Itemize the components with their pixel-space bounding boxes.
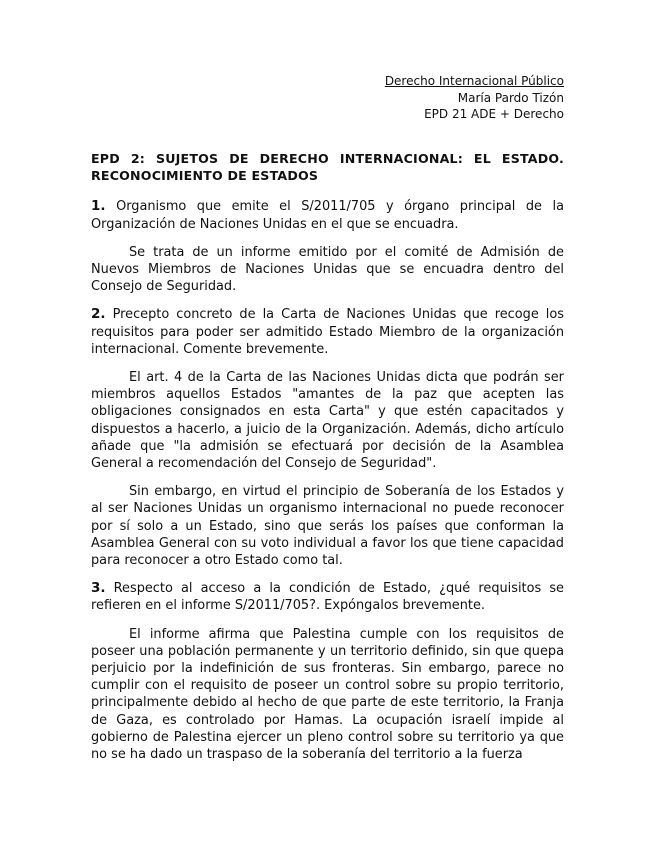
answer-paragraph: El art. 4 de la Carta de las Naciones Unidas dicta que podrán ser miembros aquellos Estados "amantes de la paz que acepten las obligaciones consignados en esta Carta" y que estén capacitados y dispuestos a hacerlo, a juicio de la Organización. Además, dicho artículo añade que "la admisión se efectuará por decisión de la Asamblea General a recomendación del Consejo de Seguridad". (91, 370, 564, 472)
document-body (91, 150, 564, 763)
question-number: 1. (91, 198, 106, 215)
question-3 (91, 580, 564, 614)
question-1 (91, 198, 564, 232)
answer-paragraph: El informe afirma que Palestina cumple con los requisitos de poseer una población permanente y un territorio definido, sin que quepa perjuicio por la indefinición de sus fronteras. Sin embargo, parece no cumplir con el requisito de poseer un control sobre su propio territorio, principalmente debido al hecho de que parte de este territorio, la Franja de Gaza, es controlado por Hamas. La ocupación israelí impide al gobierno de Palestina ejercer un pleno control sobre su territorio ya que no se ha dado un traspaso de la soberanía del territorio a la fuerza (91, 626, 564, 763)
question-text: Precepto concreto de la Carta de Naciones Unidas que recoge los requisitos para poder ser admitido Estado Miembro de la organización internacional. Comente brevemente. (91, 307, 564, 357)
group-name: EPD 21 ADE + Derecho (424, 107, 564, 121)
course-name: Derecho Internacional Público (384, 74, 564, 88)
question-text: Organismo que emite el S/2011/705 y órgano principal de la Organización de Naciones Unidas en el que se encuadra. (91, 199, 564, 232)
question-text: Respecto al acceso a la condición de Estado, ¿qué requisitos se refieren en el informe S/2011/705?. Expóngalos brevemente. (91, 581, 564, 614)
question-number: 2. (91, 306, 106, 323)
document-header (385, 73, 564, 123)
question-number: 3. (91, 580, 106, 597)
author-name: María Pardo Tizón (457, 90, 564, 105)
answer-paragraph: Se trata de un informe emitido por el comité de Admisión de Nuevos Miembros de Naciones Unidas que se encuadra dentro del Consejo de Seguridad. (91, 244, 564, 295)
question-2 (91, 306, 564, 358)
document-title: EPD 2: SUJETOS DE DERECHO INTERNACIONAL: EL ESTADO. RECONOCIMIENTO DE ESTADOS (91, 151, 564, 184)
answer-paragraph: Sin embargo, en virtud el principio de Soberanía de los Estados y al ser Naciones Unidas un organismo internacional no puede reconocer por sí solo a un Estado, sino que serás los países que conforman la Asamblea General con su voto individual a favor los que tiene capacidad para reconocer a otro Estado como tal. (91, 484, 564, 569)
